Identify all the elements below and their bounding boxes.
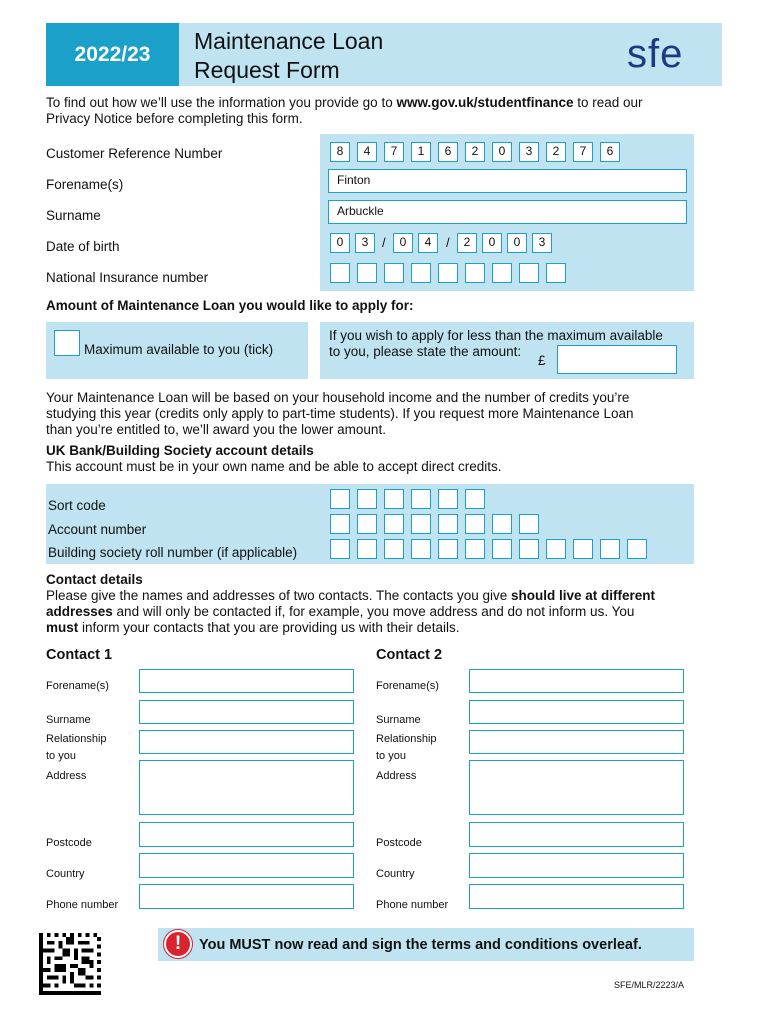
roll-number-cell[interactable] — [330, 539, 350, 559]
ni-cell[interactable] — [411, 263, 431, 283]
account-number-cell[interactable] — [465, 514, 485, 534]
roll-number-cell[interactable] — [519, 539, 539, 559]
sort-code-cell[interactable] — [357, 489, 377, 509]
crn-digit[interactable]: 1 — [411, 142, 431, 162]
contact2-phone-label: Phone number — [376, 899, 449, 911]
bank-subtext: This account must be in your own name and be able to accept direct credits. — [46, 459, 502, 474]
loan-amount-heading: Amount of Maintenance Loan you would like to apply for: — [46, 298, 414, 313]
dob-year-digit[interactable]: 0 — [507, 233, 527, 253]
crn-digit[interactable]: 0 — [492, 142, 512, 162]
roll-number-label: Building society roll number (if applicable) — [48, 545, 298, 560]
forename-input[interactable]: Finton — [328, 169, 687, 193]
contact1-country-input[interactable] — [139, 853, 354, 878]
account-number-cell[interactable] — [384, 514, 404, 534]
contact2-country-label: Country — [376, 868, 415, 880]
year-badge: 2022/23 — [46, 23, 179, 86]
ni-cell[interactable] — [330, 263, 350, 283]
contact2-postcode-label: Postcode — [376, 837, 422, 849]
contact1-phone-input[interactable] — [139, 884, 354, 909]
account-number-cell[interactable] — [330, 514, 350, 534]
dob-year-digit[interactable]: 3 — [532, 233, 552, 253]
intro-text-a: To find out how we’ll use the information you provide go to — [46, 95, 397, 110]
roll-number-cell[interactable] — [627, 539, 647, 559]
dob-day-digit[interactable]: 0 — [330, 233, 350, 253]
contact1-postcode-label: Postcode — [46, 837, 92, 849]
roll-number-cell[interactable] — [546, 539, 566, 559]
max-loan-checkbox[interactable] — [54, 330, 80, 356]
contact2-title: Contact 2 — [376, 647, 443, 663]
contact2-postcode-input[interactable] — [469, 822, 684, 847]
contact1-address-input[interactable] — [139, 760, 354, 815]
crn-label: Customer Reference Number — [46, 146, 223, 161]
crn-digit[interactable]: 2 — [546, 142, 566, 162]
contact1-title: Contact 1 — [46, 647, 113, 663]
contact1-surname-label: Surname — [46, 714, 91, 726]
ni-cell[interactable] — [384, 263, 404, 283]
sort-code-label: Sort code — [48, 498, 106, 513]
account-number-cell[interactable] — [438, 514, 458, 534]
forename-label: Forename(s) — [46, 177, 124, 192]
less-loan-line2: to you, please state the amount: — [329, 344, 522, 359]
sort-code-cell[interactable] — [438, 489, 458, 509]
sort-code-cell[interactable] — [465, 489, 485, 509]
dob-day-digit[interactable]: 3 — [355, 233, 375, 253]
loan-info-line2: studying this year (credits only apply to part-time students). If you request more Maintenance Loan — [46, 406, 634, 421]
pound-sign: £ — [538, 353, 546, 368]
roll-number-cell[interactable] — [384, 539, 404, 559]
intro-url-link[interactable]: www.gov.uk/studentfinance — [396, 95, 574, 110]
datamatrix-barcode — [38, 933, 102, 995]
crn-digit[interactable]: 4 — [357, 142, 377, 162]
contact-line1-a: Please give the names and addresses of two contacts. The contacts you give — [46, 588, 512, 603]
form-code: SFE/MLR/2223/A — [614, 980, 685, 990]
roll-number-cell[interactable] — [438, 539, 458, 559]
contact2-relationship-line1: Relationship — [376, 733, 437, 745]
contact-line2-b: and will only be contacted if, for example, you move address and do not inform us. You — [112, 604, 635, 619]
contact1-relationship-label — [46, 731, 107, 765]
account-number-cell[interactable] — [519, 514, 539, 534]
form-title-line2: Request Form — [194, 57, 340, 83]
roll-number-cell[interactable] — [357, 539, 377, 559]
contact2-address-label: Address — [376, 770, 417, 782]
sort-code-cell[interactable] — [384, 489, 404, 509]
account-number-cell[interactable] — [492, 514, 512, 534]
contact1-address-label: Address — [46, 770, 87, 782]
ni-cell[interactable] — [546, 263, 566, 283]
bank-heading: UK Bank/Building Society account details — [46, 443, 314, 458]
loan-info-line1: Your Maintenance Loan will be based on your household income and the number of credits you’re — [46, 390, 630, 405]
contact1-country-label: Country — [46, 868, 85, 880]
contact2-phone-input[interactable] — [469, 884, 684, 909]
crn-digit[interactable]: 8 — [330, 142, 350, 162]
roll-number-cell[interactable] — [411, 539, 431, 559]
intro-text-line2: Privacy Notice before completing this form. — [46, 111, 303, 126]
roll-number-cell[interactable] — [492, 539, 512, 559]
form-title-line1: Maintenance Loan — [194, 28, 384, 54]
dob-separator: / — [446, 235, 450, 250]
contact2-country-input[interactable] — [469, 853, 684, 878]
crn-digit[interactable]: 7 — [384, 142, 404, 162]
contact-line3-b: inform your contacts that you are providing us with their details. — [78, 620, 460, 635]
crn-digit[interactable]: 3 — [519, 142, 539, 162]
less-loan-line1: If you wish to apply for less than the maximum available — [329, 328, 663, 343]
crn-digit[interactable]: 6 — [438, 142, 458, 162]
loan-info-line3: than you’re entitled to, we’ll award you the lower amount. — [46, 422, 386, 437]
ni-label: National Insurance number — [46, 270, 209, 285]
account-number-label: Account number — [48, 522, 147, 537]
form-title — [194, 27, 383, 85]
dob-year-digit[interactable]: 0 — [482, 233, 502, 253]
ni-cell[interactable] — [492, 263, 512, 283]
contact-instructions — [46, 588, 736, 636]
sort-code-cell[interactable] — [330, 489, 350, 509]
ni-cell[interactable] — [438, 263, 458, 283]
roll-number-cell[interactable] — [600, 539, 620, 559]
contact-line1-b: should live at different — [511, 588, 656, 603]
crn-digit[interactable]: 2 — [465, 142, 485, 162]
contact2-forename-input[interactable] — [469, 669, 684, 693]
contact2-relationship-line2: to you — [376, 750, 406, 762]
contact1-phone-label: Phone number — [46, 899, 119, 911]
crn-digit[interactable]: 6 — [600, 142, 620, 162]
max-loan-label: Maximum available to you (tick) — [84, 342, 274, 357]
contact2-surname-label: Surname — [376, 714, 421, 726]
intro-text — [46, 95, 726, 127]
contact2-relationship-label — [376, 731, 437, 765]
dob-month-digit[interactable]: 0 — [393, 233, 413, 253]
contact-line3-a: must — [46, 620, 79, 635]
contact2-surname-input[interactable] — [469, 700, 684, 724]
loan-info-text — [46, 390, 736, 438]
contact-line3 — [46, 620, 736, 636]
roll-number-cell[interactable] — [573, 539, 593, 559]
contact1-surname-input[interactable] — [139, 700, 354, 724]
dob-month-digit[interactable]: 4 — [418, 233, 438, 253]
ni-cell[interactable] — [465, 263, 485, 283]
surname-label: Surname — [46, 208, 101, 223]
dob-year-digit[interactable]: 2 — [457, 233, 477, 253]
dob-separator: / — [382, 235, 386, 250]
contact2-address-input[interactable] — [469, 760, 684, 815]
terms-notice-text: You MUST now read and sign the terms and conditions overleaf. — [199, 937, 642, 953]
contact-line2-a: addresses — [46, 604, 113, 619]
crn-digit[interactable]: 7 — [573, 142, 593, 162]
contact1-relationship-line2: to you — [46, 750, 76, 762]
roll-number-cell[interactable] — [465, 539, 485, 559]
account-number-cell[interactable] — [411, 514, 431, 534]
contact1-relationship-line1: Relationship — [46, 733, 107, 745]
intro-text-b: to read our — [573, 95, 643, 110]
account-number-cell[interactable] — [357, 514, 377, 534]
contact2-forename-label: Forename(s) — [376, 680, 439, 692]
ni-cell[interactable] — [519, 263, 539, 283]
dob-label: Date of birth — [46, 239, 120, 254]
contact-line1 — [46, 588, 736, 604]
contact1-forename-input[interactable] — [139, 669, 354, 693]
alert-icon: ! — [164, 930, 192, 958]
contact2-relationship-input[interactable] — [469, 730, 684, 754]
contact1-relationship-input[interactable] — [139, 730, 354, 754]
sfe-logo: sfe — [627, 32, 684, 76]
contact-line2 — [46, 604, 736, 620]
loan-amount-input[interactable] — [557, 345, 677, 374]
surname-input[interactable]: Arbuckle — [328, 200, 687, 224]
sort-code-cell[interactable] — [411, 489, 431, 509]
ni-cell[interactable] — [357, 263, 377, 283]
contact1-postcode-input[interactable] — [139, 822, 354, 847]
contact-heading: Contact details — [46, 572, 143, 587]
contact1-forename-label: Forename(s) — [46, 680, 109, 692]
